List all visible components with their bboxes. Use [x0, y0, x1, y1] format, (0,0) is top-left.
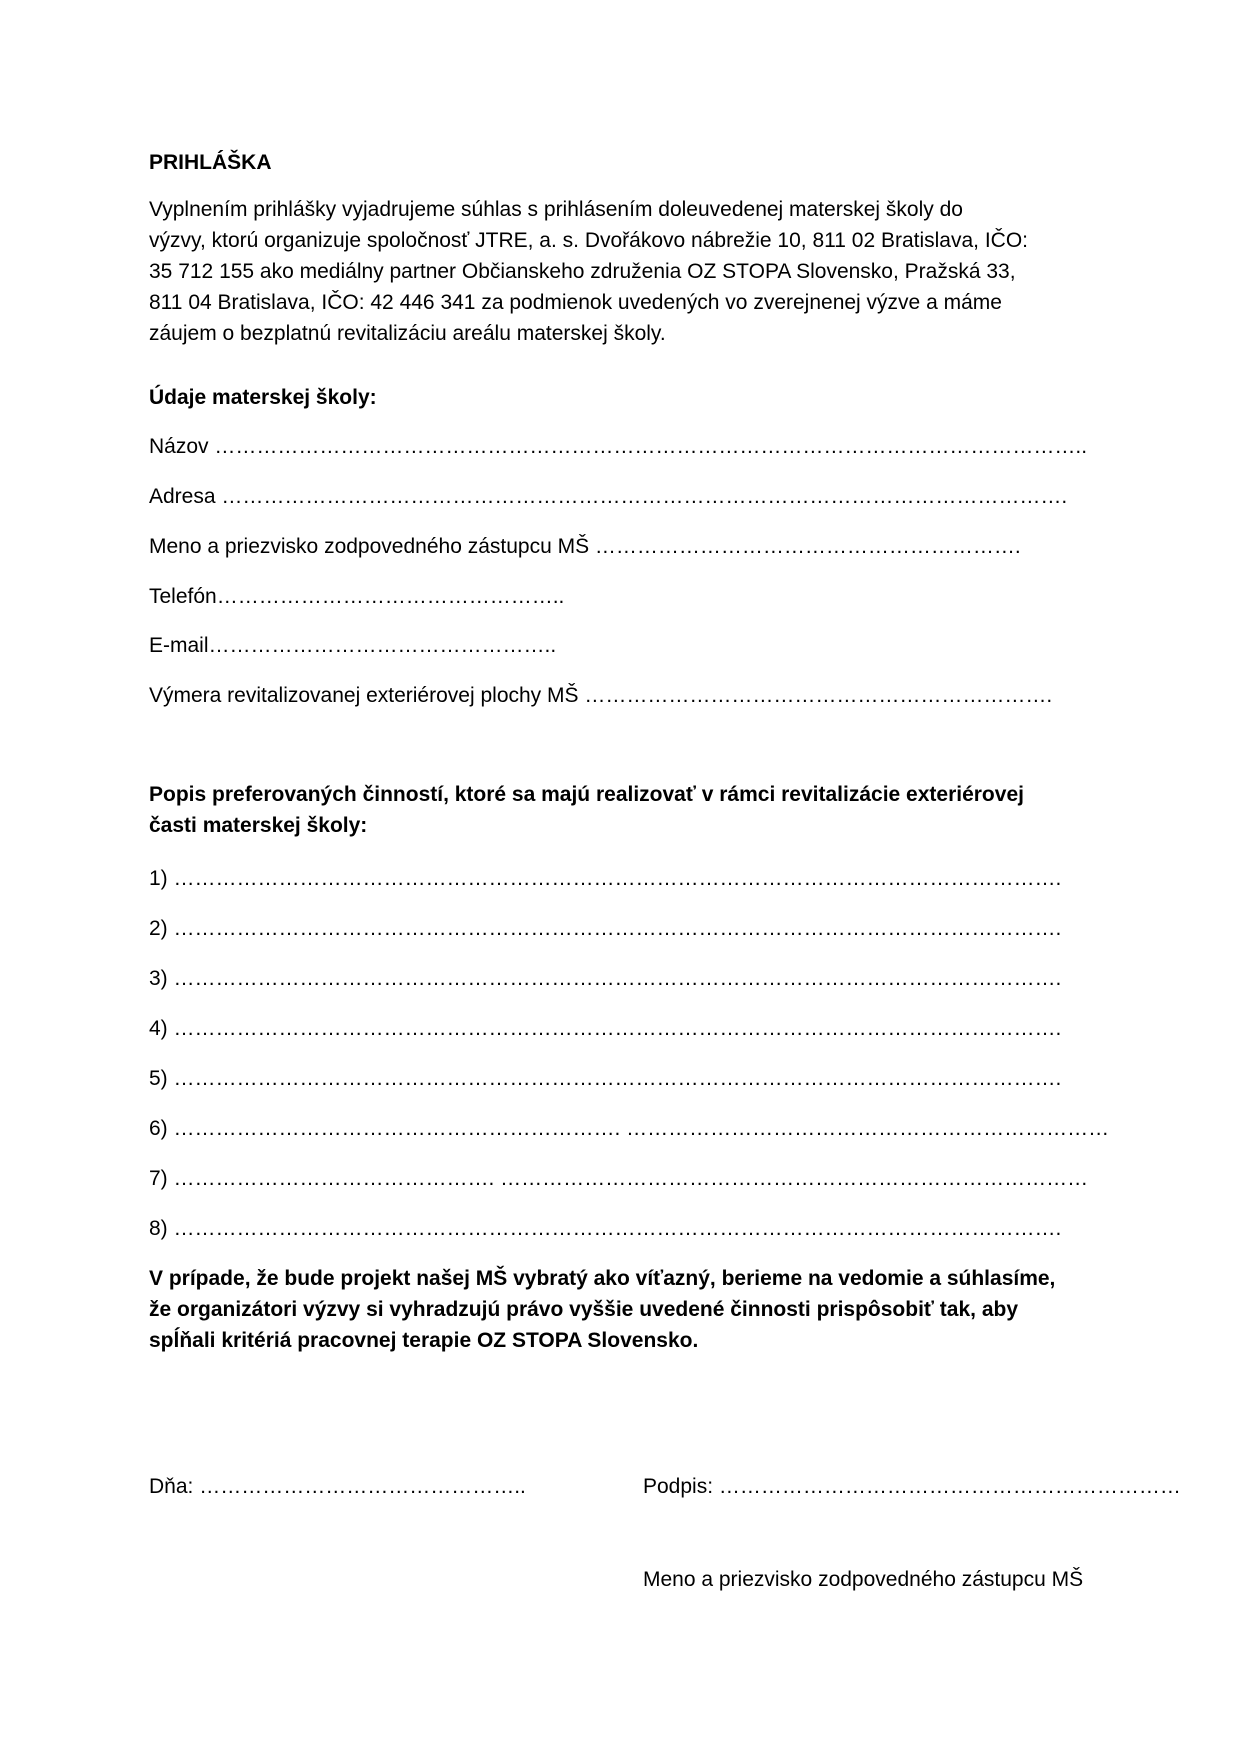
signature-field[interactable]: Podpis: ………………………………………………………… — [643, 1475, 1181, 1498]
notice-line: spĺňali kritériá pracovnej terapie OZ STOPA Slovensko. — [149, 1329, 699, 1352]
field-area[interactable]: Výmera revitalizovanej exteriérovej plochy MŠ …………………………………………………………. — [149, 684, 1053, 707]
activity-item-3[interactable]: 3) ………………………………………………………………………………………………………………. — [149, 967, 1062, 990]
activity-item-8[interactable]: 8) ………………………………………………………………………………………………………………. — [149, 1217, 1062, 1240]
field-address[interactable]: Adresa …………………………………………………………………………………………………………. — [149, 485, 1068, 508]
intro-line: 811 04 Bratislava, IČO: 42 446 341 za podmienok uvedených vo zverejnenej výzve a máme — [149, 291, 1002, 314]
activity-item-1[interactable]: 1) ………………………………………………………………………………………………………………. — [149, 867, 1062, 890]
notice-line: že organizátori výzvy si vyhradzujú právo vyššie uvedené činnosti prispôsobiť tak, aby — [149, 1298, 1019, 1321]
activity-item-2[interactable]: 2) ………………………………………………………………………………………………………………. — [149, 917, 1062, 940]
notice-paragraph — [149, 1263, 1055, 1356]
document-title: PRIHLÁŠKA — [149, 151, 272, 174]
school-section-heading: Údaje materskej školy: — [149, 386, 377, 409]
activity-item-6[interactable]: 6) ………………………………………………………. …………………………………………………………… — [149, 1117, 1110, 1140]
activities-heading-line: Popis preferovaných činností, ktoré sa majú realizovať v rámci revitalizácie exteriérovej — [149, 783, 1024, 806]
activities-section-heading — [149, 779, 1024, 841]
intro-line: 35 712 155 ako mediálny partner Občianskeho združenia OZ STOPA Slovensko, Pražská 33, — [149, 260, 1016, 283]
intro-line: záujem o bezplatnú revitalizáciu areálu materskej školy. — [149, 322, 666, 345]
intro-line: Vyplnením prihlášky vyjadrujeme súhlas s prihlásením doleuvedenej materskej školy do — [149, 198, 963, 221]
intro-line: výzvy, ktorú organizuje spoločnosť JTRE, a. s. Dvořákovo nábrežie 10, 811 02 Bratislava, IČO: — [149, 229, 1028, 252]
signer-caption: Meno a priezvisko zodpovedného zástupcu MŠ — [643, 1568, 1084, 1591]
notice-line: V prípade, že bude projekt našej MŠ vybratý ako víťazný, berieme na vedomie a súhlasíme, — [149, 1267, 1056, 1290]
activity-item-5[interactable]: 5) ………………………………………………………………………………………………………………. — [149, 1067, 1062, 1090]
field-representative[interactable]: Meno a priezvisko zodpovedného zástupcu MŠ ……………………………………………………. — [149, 535, 1021, 558]
intro-paragraph — [149, 194, 1028, 349]
activity-item-7[interactable]: 7) ………………………………………. ………………………………………………………………………… — [149, 1167, 1089, 1190]
activities-heading-line: časti materskej školy: — [149, 814, 368, 837]
field-email[interactable]: E-mail………………………………………….. — [149, 634, 557, 657]
field-phone[interactable]: Telefón………………………………………….. — [149, 585, 565, 608]
activity-item-4[interactable]: 4) ………………………………………………………………………………………………………………. — [149, 1017, 1062, 1040]
date-field[interactable]: Dňa: ……………………………………….. — [149, 1475, 526, 1498]
field-name[interactable]: Názov …………………………………………………………………………………………………………….. — [149, 435, 1088, 458]
